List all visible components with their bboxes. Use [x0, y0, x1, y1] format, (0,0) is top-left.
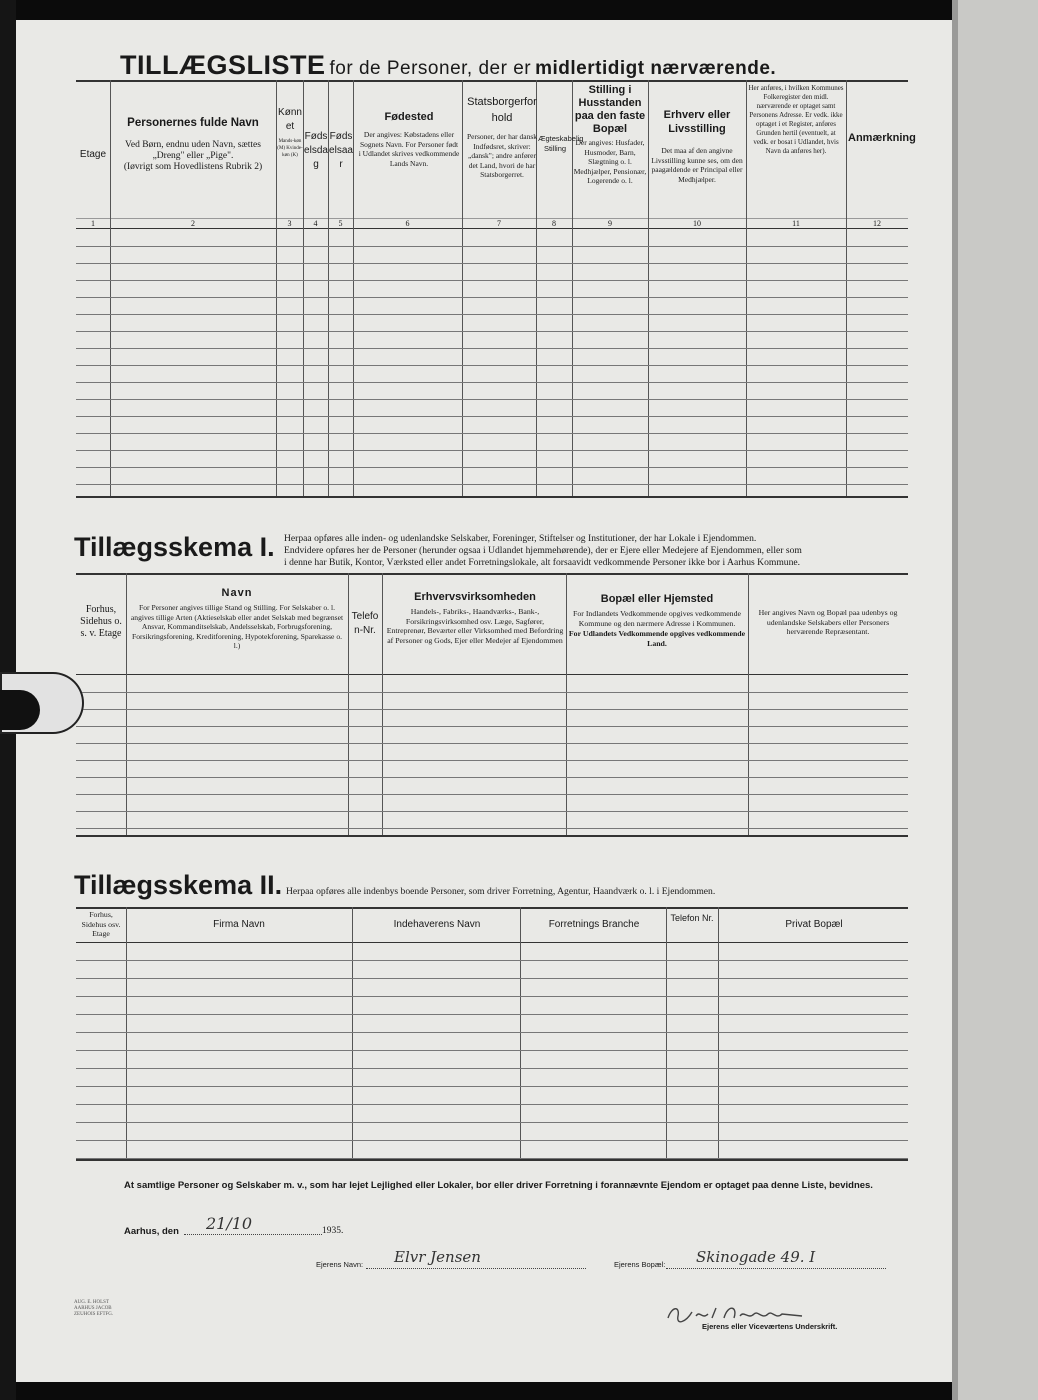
- owner-name-line: [366, 1268, 586, 1269]
- schema1-row-line: [76, 692, 908, 693]
- s1-navn-title: Navn: [221, 587, 253, 599]
- schema1-row-line: [76, 743, 908, 744]
- col-name-title: Personernes fulde Navn: [127, 117, 259, 129]
- col-name-sub: Ved Børn, endnu uden Navn, sættes „Dreng" eller „Pige". (Iøvrigt som Hovedlistens Rubrik 2): [123, 140, 263, 172]
- list-column-number: 5: [338, 219, 343, 228]
- list-row-line: [76, 331, 908, 332]
- list-row-line: [76, 433, 908, 434]
- col-address-sub: Her anføres, i hvilken Kommunes Folkeregister den midl. nærværende er optaget samt Personens Adresse. Er vedk. ikke optaget i et Register, anføres Grunden hertil (eventuelt, at vedk. er bosat i Udlandet, hvis Navn da anføres her).: [748, 84, 844, 155]
- s1-erhverv-title: Erhvervsvirksomheden: [414, 591, 536, 603]
- col-birthplace-header: [358, 110, 460, 168]
- list-column-number: 12: [873, 219, 881, 228]
- schema2-title: Tillægsskema II.: [74, 870, 283, 900]
- list-row-line: [76, 365, 908, 366]
- schema1-desc-line2: Endvidere opføres her de Personer (herunder ogsaa i Udlandet hjemmehørende), der er Ejere eller Medejere af Ejendommen, eller som: [284, 545, 802, 556]
- col-name-header: [112, 116, 274, 173]
- list-header-bottom: [76, 228, 908, 229]
- list-column-number: 10: [693, 219, 701, 228]
- s1-navn-sub: For Personer angives tillige Stand og Stilling. For Selskaber o. l. angives tillige Arten (Aktieselskab eller andet Selskab med begrænset Ansvar, Kommanditselskab, Andelsselskab, Forbrugsforening, Forsikringsforening, Kreditforening, Hypotekforening, Sparekasse o. l.): [130, 603, 344, 650]
- schema2-row-line: [76, 1068, 908, 1069]
- col-sex-title: Kønnet: [278, 107, 302, 132]
- title-bold: TILLÆGSLISTE: [120, 50, 326, 80]
- owner-name-label: Ejerens Navn:: [316, 1260, 364, 1269]
- s1-col-telefon: Telefon-Nr.: [351, 611, 379, 636]
- s2-col-etage: Forhus, Sidehus osv. Etage: [81, 910, 121, 938]
- date-line: [184, 1234, 322, 1235]
- schema1-col-divider: [126, 573, 127, 835]
- schema1-title: Tillægsskema I.: [74, 532, 275, 562]
- schema1-row-line: [76, 777, 908, 778]
- list-column-number: 8: [552, 219, 556, 228]
- place-label: Aarhus, den: [124, 1226, 179, 1237]
- schema2-row-line: [76, 978, 908, 979]
- facing-page-edge: [952, 0, 1038, 1400]
- col-etage-header: Etage: [79, 149, 107, 160]
- list-column-number: 2: [191, 219, 195, 228]
- owner-name-handwritten: Elvr Jensen: [394, 1248, 481, 1266]
- list-row-line: [76, 416, 908, 417]
- s2-col-branche: Forretnings Branche: [548, 919, 640, 930]
- s1-col-repr: Her angives Navn og Bopæl paa udenbys og udenlandske Selskabers eller Personers herværende Repræsentant.: [758, 608, 898, 636]
- col-citizenship-title: Statsborgerforhold: [467, 96, 537, 124]
- schema1-col-divider: [348, 573, 349, 835]
- col-occupation-header: [650, 108, 744, 184]
- page-title: [120, 50, 880, 81]
- col-household-sub: Der angives: Husfader, Husmoder, Barn, Slægtning o. l. Medhjælper, Pensionær, Logerende o. l.: [573, 138, 647, 185]
- schema2-bottom-rule: [76, 1159, 908, 1161]
- col-bday-header: Fødselsdag: [304, 131, 328, 170]
- schema1-row-line: [76, 794, 908, 795]
- schema1-desc-line3: i denne har Butik, Kontor, Værksted eller andet Forretningslokale, alt forsaavidt vedkommende Personer ikke bor i Aarhus Kommune.: [284, 557, 801, 568]
- schema2-header-bottom: [76, 942, 908, 943]
- col-occupation-title: Erhverv eller Livsstilling: [663, 109, 731, 135]
- schema2-row-line: [76, 996, 908, 997]
- schema1-row-line: [76, 709, 908, 710]
- owner-address-handwritten: Skinogade 49. I: [696, 1248, 816, 1266]
- date-handwritten: 21/10: [206, 1214, 253, 1233]
- s1-col-bopael: [568, 592, 746, 648]
- s2-col-indehaver: Indehaverens Navn: [393, 919, 481, 930]
- schema1-top-rule: [76, 573, 908, 575]
- schema2-row-line: [76, 1050, 908, 1051]
- col-citizenship-header: [466, 94, 538, 180]
- schema2-row-line: [76, 960, 908, 961]
- list-row-line: [76, 450, 908, 451]
- s1-bopael-sub2: For Udlandets Vedkommende opgives vedkommende Land.: [568, 629, 746, 648]
- list-row-line: [76, 263, 908, 264]
- schema2-row-line: [76, 1140, 908, 1141]
- s2-col-telefon: Telefon Nr.: [670, 913, 714, 923]
- owner-address-label: Ejerens Bopæl:: [614, 1260, 666, 1269]
- list-column-number: 1: [91, 219, 95, 228]
- title-emph: midlertidigt nærværende.: [535, 58, 777, 79]
- signature-caption: Ejerens eller Viceværtens Underskrift.: [702, 1322, 838, 1331]
- s1-col-navn: [128, 586, 346, 651]
- col-sex-header: [277, 106, 303, 159]
- list-column-number: 11: [792, 219, 800, 228]
- form-page: [16, 20, 952, 1382]
- schema1-col-divider: [382, 573, 383, 835]
- schema2-top-rule: [76, 907, 908, 909]
- col-byear-header: Fødselsaar: [329, 131, 353, 170]
- list-column-number: 7: [497, 219, 501, 228]
- list-top-rule: [76, 80, 908, 82]
- certification-text: At samtlige Personer og Selskaber m. v., som har lejet Lejlighed eller Lokaler, bor eller driver Forretning i forannævnte Ejendom er optaget paa denne Liste, bevidnes.: [124, 1180, 873, 1191]
- col-household-header: [573, 84, 647, 186]
- owner-address-line: [666, 1268, 886, 1269]
- schema1-row-line: [76, 828, 908, 829]
- col-birthplace-title: Fødested: [384, 111, 434, 123]
- list-column-number: 9: [608, 219, 612, 228]
- schema2-row-line: [76, 1086, 908, 1087]
- col-birthplace-sub: Der angives: Købstadens eller Sognets Navn. For Personer født i Udlandet skrives vedkommende Lands Navn.: [358, 130, 460, 168]
- schema1-row-line: [76, 760, 908, 761]
- list-row-line: [76, 399, 908, 400]
- list-row-line: [76, 314, 908, 315]
- schema2-row-line: [76, 1104, 908, 1105]
- schema2-description: Herpaa opføres alle indenbys boende Personer, som driver Forretning, Agentur, Haandværk o. l. i Ejendommen.: [286, 886, 716, 897]
- list-column-number: 4: [313, 219, 318, 228]
- title-rest: for de Personer, der er: [329, 58, 532, 79]
- s1-bopael-title: Bopæl eller Hjemsted: [600, 593, 714, 605]
- col-household-title: Stilling i Husstanden paa den faste Bopæl: [574, 84, 646, 135]
- s1-col-etage: Forhus, Sidehus o. s. v. Etage: [80, 604, 122, 639]
- schema1-col-divider: [748, 573, 749, 835]
- list-row-line: [76, 297, 908, 298]
- list-bottom-rule: [76, 496, 908, 498]
- col-remark-header: Anmærkning: [848, 132, 916, 144]
- schema1-row-line: [76, 726, 908, 727]
- col-address-header: [748, 84, 844, 156]
- list-row-line: [76, 484, 908, 485]
- schema1-bottom-rule: [76, 835, 908, 837]
- col-occupation-sub: Det maa af den angivne Livsstilling kunne ses, om den paagældende er Principal eller Medhjælper.: [651, 146, 743, 184]
- list-row-line: [76, 246, 908, 247]
- year-label: 1935.: [322, 1226, 344, 1236]
- s1-erhverv-sub: Handels-, Fabriks-, Haandværks-, Bank-, Forsikringsvirksomhed osv. Læge, Sagfører, Entreprenør, Beværter eller Virksomhed med Befordring af Personer og Gods, Ejer eller Medejer af Ejendommen: [386, 607, 564, 645]
- s1-bopael-sub1: For Indlandets Vedkommende opgives vedkommende Kommune og den nærmere Adresse i Kommunen.: [573, 609, 741, 628]
- list-column-number: 6: [405, 219, 410, 228]
- schema2-row-line: [76, 1032, 908, 1033]
- col-citizenship-sub: Personer, der har dansk Indfødsret, skriver: „dansk"; andre anfører det Land, hvori de har Statsborgerret.: [466, 132, 538, 179]
- schema1-row-line: [76, 811, 908, 812]
- list-column-number: 3: [287, 219, 292, 228]
- col-sex-sub: Mands-køn (M) Kvinde-køn (K): [277, 139, 303, 158]
- col-marital-header: Ægteskabelig Stilling: [538, 134, 584, 153]
- s2-col-firma: Firma Navn: [213, 919, 265, 930]
- schema2-row-line: [76, 1014, 908, 1015]
- printer-imprint: AUG. E. HOLST AARHUS JACOB ZEUHOIS EFTFG.: [74, 1300, 114, 1317]
- s2-col-bopael: Privat Bopæl: [785, 919, 843, 930]
- s1-col-erhverv: [386, 590, 564, 645]
- holding-thumb-shadow: [0, 690, 40, 730]
- schema1-description: [284, 533, 914, 569]
- schema1-desc-line1: Herpaa opføres alle inden- og udenlandske Selskaber, Foreninger, Stiftelser og Institutioner, der har Lokale i Ejendommen.: [284, 533, 757, 544]
- list-row-line: [76, 348, 908, 349]
- list-row-line: [76, 280, 908, 281]
- list-row-line: [76, 467, 908, 468]
- schema1-header-bottom: [76, 674, 908, 675]
- list-row-line: [76, 382, 908, 383]
- schema1-col-divider: [566, 573, 567, 835]
- schema2-row-line: [76, 1122, 908, 1123]
